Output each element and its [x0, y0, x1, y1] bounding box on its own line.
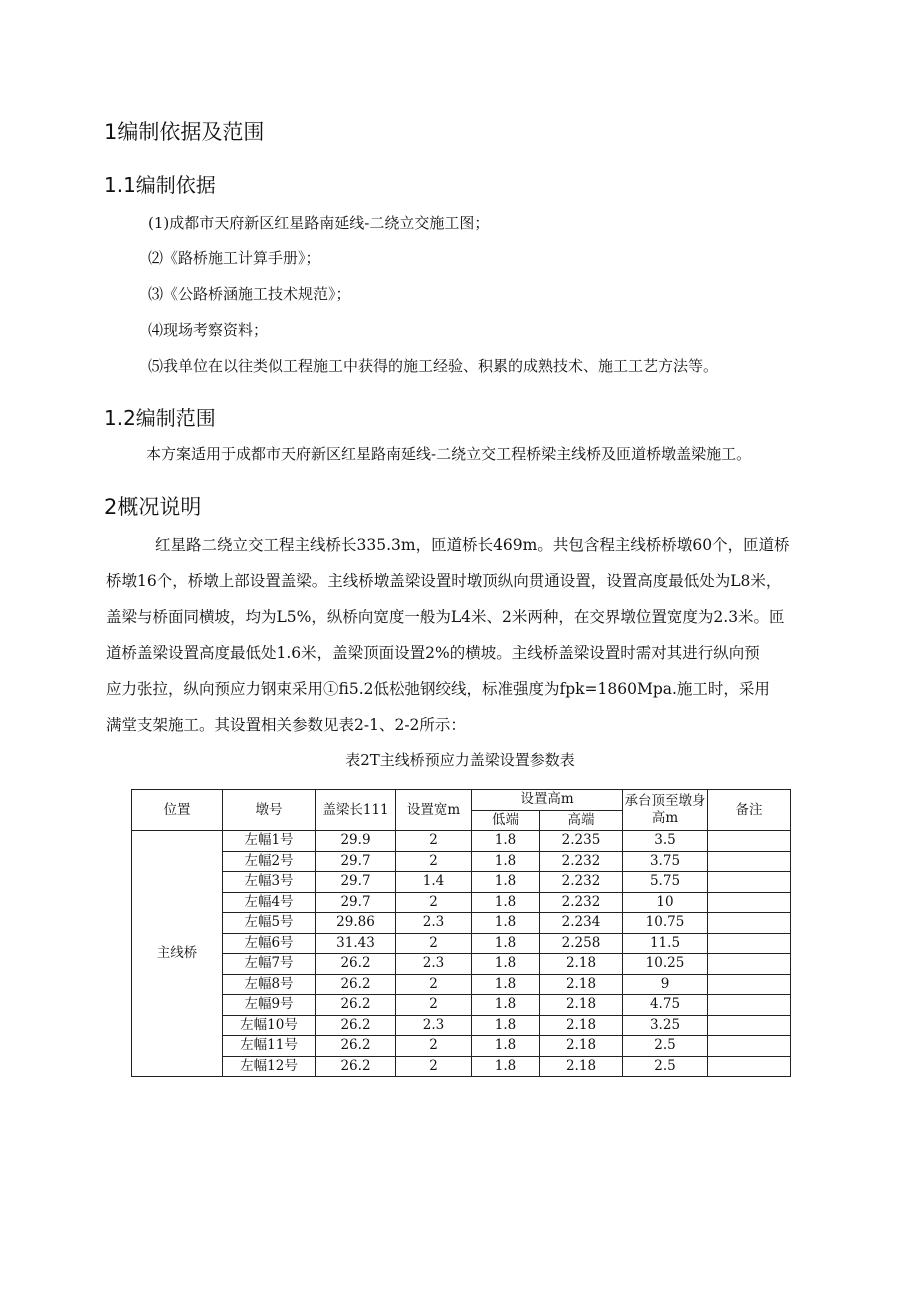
cell-beam-length: 26.2: [316, 1036, 396, 1057]
overview-line-6: 满堂支架施工。其设置相关参数见表2-1、2-2所示：: [106, 716, 466, 734]
cell-pier: 左幅12号: [223, 1056, 316, 1077]
table-body: [132, 831, 791, 1077]
cell-cap-height: 10: [623, 892, 708, 913]
cell-cap-height: 3.25: [623, 1015, 708, 1036]
cell-beam-length: 31.43: [316, 933, 396, 954]
cell-low: 1.8: [472, 872, 540, 893]
overview-line-5: 应力张拉，纵向预应力钢束采用①fi5.2低松弛钢绞线，标准强度为fpk=1860Mpa.施工时，采用: [106, 680, 770, 698]
cell-cap-height: 9: [623, 974, 708, 995]
cell-pier: 左幅10号: [223, 1015, 316, 1036]
cell-cap-height: 3.75: [623, 851, 708, 872]
header-cap-height: 承台顶至墩身高m: [623, 790, 708, 831]
header-beam-length: 盖梁长111: [316, 790, 396, 831]
section-1-heading: 1编制依据及范围: [104, 120, 265, 144]
cell-width: 2: [396, 831, 472, 852]
cell-note: [708, 974, 791, 995]
cell-pier: 左幅11号: [223, 1036, 316, 1057]
cell-width: 2: [396, 1036, 472, 1057]
cell-width: 2: [396, 974, 472, 995]
cell-note: [708, 954, 791, 975]
cell-low: 1.8: [472, 1056, 540, 1077]
table-row: [132, 1036, 791, 1057]
cell-note: [708, 933, 791, 954]
parameter-table: [131, 789, 791, 1077]
cell-width: 2: [396, 995, 472, 1016]
cell-high: 2.232: [540, 892, 623, 913]
cell-note: [708, 1015, 791, 1036]
cell-width: 2: [396, 892, 472, 913]
header-position: 位置: [132, 790, 223, 831]
cell-cap-height: 4.75: [623, 995, 708, 1016]
table-row: [132, 1015, 791, 1036]
cell-pier: 左幅7号: [223, 954, 316, 975]
cell-note: [708, 892, 791, 913]
cell-low: 1.8: [472, 995, 540, 1016]
cell-pier: 左幅9号: [223, 995, 316, 1016]
cell-beam-length: 29.7: [316, 872, 396, 893]
table-row: [132, 1056, 791, 1077]
basis-item-3: ⑶《公路桥涵施工技术规范》；: [148, 285, 351, 303]
cell-pier: 左幅6号: [223, 933, 316, 954]
cell-high: 2.18: [540, 974, 623, 995]
section-1-2-heading: 1.2编制范围: [104, 406, 216, 430]
cell-beam-length: 26.2: [316, 974, 396, 995]
cell-high: 2.18: [540, 1015, 623, 1036]
cell-pier: 左幅2号: [223, 851, 316, 872]
cell-pier: 左幅3号: [223, 872, 316, 893]
cell-beam-length: 26.2: [316, 954, 396, 975]
table-row: [132, 974, 791, 995]
basis-item-2: ⑵《路桥施工计算手册》；: [148, 249, 321, 267]
cell-width: 2: [396, 933, 472, 954]
table-row: [132, 995, 791, 1016]
table-row: [132, 851, 791, 872]
cell-high: 2.232: [540, 872, 623, 893]
cell-cap-height: 11.5: [623, 933, 708, 954]
section-1-1-heading: 1.1编制依据: [104, 173, 216, 197]
overview-line-3: 盖梁与桥面同横坡，均为L5%，纵桥向宽度一般为L4米、2米两种，在交界墩位置宽度为2.3米。匝: [106, 608, 785, 626]
cell-note: [708, 831, 791, 852]
group-label-cell: 主线桥: [132, 831, 223, 1077]
cell-low: 1.8: [472, 954, 540, 975]
header-height: 设置高m: [472, 790, 623, 811]
cell-high: 2.18: [540, 1056, 623, 1077]
header-high-end: 高端: [540, 810, 623, 831]
cell-high: 2.235: [540, 831, 623, 852]
cell-high: 2.18: [540, 954, 623, 975]
cell-cap-height: 2.5: [623, 1036, 708, 1057]
cell-cap-height: 2.5: [623, 1056, 708, 1077]
cell-high: 2.232: [540, 851, 623, 872]
cell-pier: 左幅1号: [223, 831, 316, 852]
cell-low: 1.8: [472, 851, 540, 872]
cell-pier: 左幅8号: [223, 974, 316, 995]
cell-width: 2.3: [396, 913, 472, 934]
cell-beam-length: 26.2: [316, 995, 396, 1016]
cell-low: 1.8: [472, 892, 540, 913]
cell-cap-height: 10.75: [623, 913, 708, 934]
cell-width: 2.3: [396, 1015, 472, 1036]
cell-pier: 左幅4号: [223, 892, 316, 913]
cell-note: [708, 872, 791, 893]
table-row: [132, 933, 791, 954]
cell-low: 1.8: [472, 933, 540, 954]
cell-beam-length: 26.2: [316, 1056, 396, 1077]
section-2-heading: 2概况说明: [104, 495, 202, 519]
header-width: 设置宽m: [396, 790, 472, 831]
cell-width: 2: [396, 1056, 472, 1077]
cell-low: 1.8: [472, 1036, 540, 1057]
table-row: [132, 892, 791, 913]
cell-beam-length: 26.2: [316, 1015, 396, 1036]
header-pier: 墩号: [223, 790, 316, 831]
header-note: 备注: [708, 790, 791, 831]
cell-low: 1.8: [472, 974, 540, 995]
scope-text: 本方案适用于成都市天府新区红星路南延线-二绕立交工程桥梁主线桥及匝道桥墩盖梁施工。: [146, 445, 752, 463]
cell-cap-height: 10.25: [623, 954, 708, 975]
table-row: [132, 954, 791, 975]
cell-pier: 左幅5号: [223, 913, 316, 934]
basis-item-5: ⑸我单位在以往类似工程施工中获得的施工经验、积累的成熟技术、施工工艺方法等。: [148, 357, 719, 375]
cell-note: [708, 913, 791, 934]
basis-item-4: ⑷现场考察资料；: [148, 321, 269, 339]
cell-low: 1.8: [472, 1015, 540, 1036]
cell-low: 1.8: [472, 913, 540, 934]
cell-width: 2.3: [396, 954, 472, 975]
cell-beam-length: 29.7: [316, 851, 396, 872]
cell-width: 2: [396, 851, 472, 872]
cell-high: 2.18: [540, 1036, 623, 1057]
table-caption: 表2T主线桥预应力盖梁设置参数表: [345, 751, 575, 769]
cell-high: 2.18: [540, 995, 623, 1016]
cell-note: [708, 1036, 791, 1057]
cell-note: [708, 1056, 791, 1077]
cell-high: 2.234: [540, 913, 623, 934]
cell-cap-height: 3.5: [623, 831, 708, 852]
cell-high: 2.258: [540, 933, 623, 954]
overview-line-2: 桥墩16个，桥墩上部设置盖梁。主线桥墩盖梁设置时墩顶纵向贯通设置，设置高度最低处为L8米，: [106, 572, 782, 590]
overview-line-1: 红星路二绕立交工程主线桥长335.3m，匝道桥长469m。共包含程主线桥桥墩60个，匝道桥: [155, 536, 790, 554]
table-row: [132, 831, 791, 852]
header-low-end: 低端: [472, 810, 540, 831]
cell-low: 1.8: [472, 831, 540, 852]
overview-line-4: 道桥盖梁设置高度最低处1.6米，盖梁顶面设置2%的横坡。主线桥盖梁设置时需对其进行纵向预: [106, 644, 760, 662]
table-row: [132, 872, 791, 893]
cell-beam-length: 29.86: [316, 913, 396, 934]
cell-cap-height: 5.75: [623, 872, 708, 893]
cell-note: [708, 995, 791, 1016]
cell-beam-length: 29.7: [316, 892, 396, 913]
cell-note: [708, 851, 791, 872]
table-row: [132, 913, 791, 934]
cell-width: 1.4: [396, 872, 472, 893]
cell-beam-length: 29.9: [316, 831, 396, 852]
basis-item-1: (1)成都市天府新区红星路南延线-二绕立交施工图；: [148, 214, 490, 232]
